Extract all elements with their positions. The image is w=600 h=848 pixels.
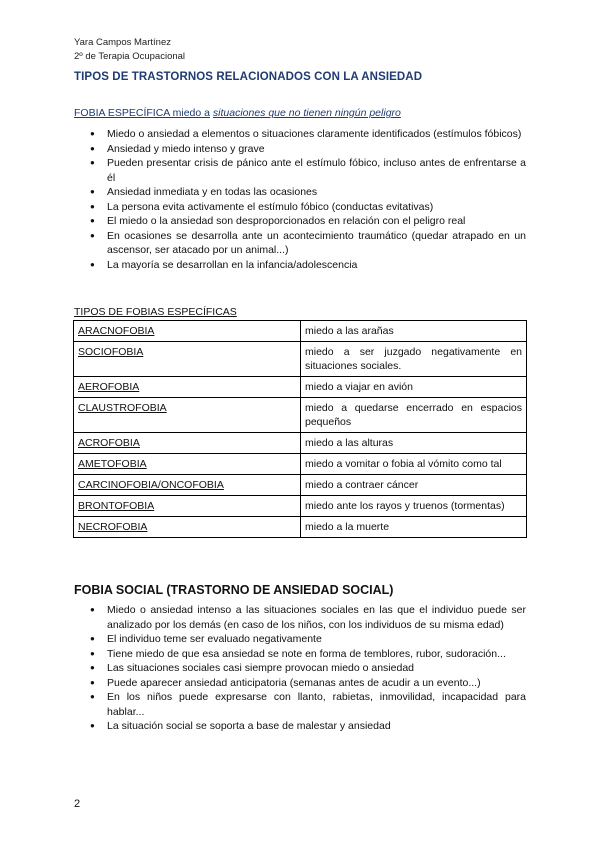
list-item: ● En los niños puede expresarse con llanto, rabietas, inmovilidad, incapacidad para hablar... (90, 690, 526, 719)
phobia-description: miedo a vomitar o fobia al vómito como tal (301, 454, 527, 475)
table-row (74, 377, 527, 398)
phobia-name: AEROFOBIA (74, 377, 301, 398)
phobia-name: AMETOFOBIA (74, 454, 301, 475)
table-row (74, 433, 527, 454)
list-item: ● Miedo o ansiedad a elementos o situaciones claramente identificados (estímulos fóbicos) (90, 127, 526, 142)
document-title: TIPOS DE TRASTORNOS RELACIONADOS CON LA ANSIEDAD (74, 71, 423, 83)
list-item: ● El miedo o la ansiedad son desproporcionados en relación con el peligro real (90, 214, 526, 229)
table-row (74, 454, 527, 475)
list-item: ● La mayoría se desarrollan en la infancia/adolescencia (90, 258, 526, 273)
list-item: ● En ocasiones se desarrolla ante un acontecimiento traumático (quedar atrapado en un ascensor, ser atacado por un animal...) (90, 229, 526, 258)
list-item: ● Miedo o ansiedad intenso a las situaciones sociales en las que el individuo puede ser analizado por los demás (en caso de los niños, con los individuos de su misma edad) (90, 603, 526, 632)
phobia-name: ARACNOFOBIA (74, 321, 301, 342)
list-item: ● Ansiedad inmediata y en todas las ocasiones (90, 185, 526, 200)
list-item: ● Tiene miedo de que esa ansiedad se note en forma de temblores, rubor, sudoración... (90, 647, 526, 662)
list-item: ● Pueden presentar crisis de pánico ante el estímulo fóbico, incluso antes de enfrentarse a él (90, 156, 526, 185)
phobia-description: miedo a la muerte (301, 517, 527, 538)
phobia-description: miedo a las alturas (301, 433, 527, 454)
phobia-name: SOCIOFOBIA (74, 342, 301, 377)
specific-phobia-list (90, 127, 526, 272)
phobia-description: miedo a quedarse encerrado en espacios pequeños (301, 398, 527, 433)
list-item: ● La situación social se soporta a base de malestar y ansiedad (90, 719, 526, 734)
list-item: ● El individuo teme ser evaluado negativamente (90, 632, 526, 647)
phobia-name: ACROFOBIA (74, 433, 301, 454)
list-item: ● Ansiedad y miedo intenso y grave (90, 142, 526, 157)
list-item: ● La persona evita activamente el estímulo fóbico (conductas evitativas) (90, 200, 526, 215)
social-phobia-list (90, 603, 526, 734)
phobia-name: BRONTOFOBIA (74, 496, 301, 517)
specific-phobia-heading-emphasis: situaciones que no tienen ningún peligro (212, 107, 401, 119)
phobia-name: CLAUSTROFOBIA (74, 398, 301, 433)
phobia-description: miedo a viajar en avión (301, 377, 527, 398)
table-row (74, 496, 527, 517)
phobia-description: miedo ante los rayos y truenos (tormentas) (301, 496, 527, 517)
table-row (74, 342, 527, 377)
phobia-table (73, 320, 527, 538)
course-name: 2º de Terapia Ocupacional (74, 51, 186, 62)
list-item: ● Puede aparecer ansiedad anticipatoria (semanas antes de acudir a un evento...) (90, 676, 526, 691)
social-phobia-heading: FOBIA SOCIAL (TRASTORNO DE ANSIEDAD SOCIAL) (74, 583, 394, 597)
table-row (74, 398, 527, 433)
table-row (74, 475, 527, 496)
phobia-description: miedo a las arañas (301, 321, 527, 342)
phobia-table-title: TIPOS DE FOBIAS ESPECÍFICAS (74, 306, 237, 318)
page-header (74, 36, 185, 64)
phobia-description: miedo a ser juzgado negativamente en situaciones sociales. (301, 342, 527, 377)
author-name: Yara Campos Martínez (74, 37, 171, 48)
phobia-name: CARCINOFOBIA/ONCOFOBIA (74, 475, 301, 496)
list-item: ● Las situaciones sociales casi siempre provocan miedo o ansiedad (90, 661, 526, 676)
specific-phobia-heading (74, 107, 401, 119)
specific-phobia-heading-text: FOBIA ESPECÍFICA miedo a (74, 107, 210, 119)
page-number: 2 (74, 798, 81, 810)
phobia-name: NECROFOBIA (74, 517, 301, 538)
table-row (74, 517, 527, 538)
table-row (74, 321, 527, 342)
phobia-description: miedo a contraer cáncer (301, 475, 527, 496)
